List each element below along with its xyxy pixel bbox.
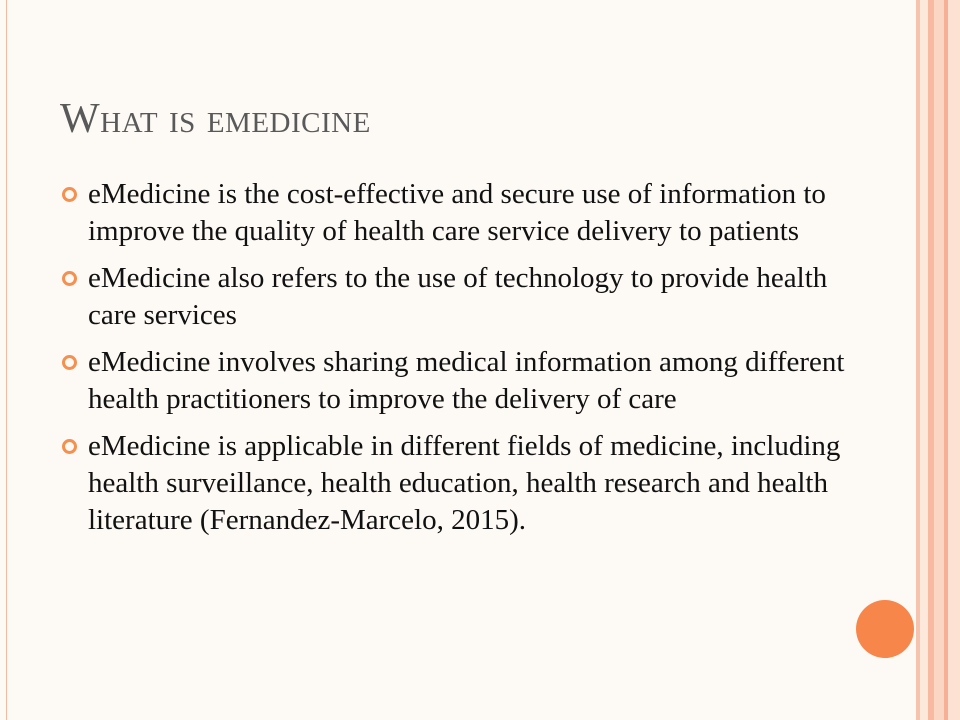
bullet-text: eMedicine involves sharing medical information among different health practitioners to improve the delivery of care	[88, 346, 845, 415]
decorative-right-stripes	[916, 0, 960, 720]
left-border-line	[6, 0, 7, 720]
bullet-text: eMedicine is applicable in different fields of medicine, including health surveillance, health education, health research and health literature (Fernandez-Marcelo, 2015).	[88, 430, 841, 536]
ring-bullet-icon	[62, 355, 77, 370]
decorative-orange-circle	[856, 600, 914, 658]
stripe	[948, 0, 960, 720]
stripe	[920, 0, 928, 720]
bullet-item	[60, 344, 860, 418]
bullet-list	[60, 176, 860, 549]
ring-bullet-icon	[62, 187, 77, 202]
bullet-item	[60, 260, 860, 334]
bullet-text: eMedicine is the cost-effective and secure use of information to improve the quality of health care service delivery to patients	[88, 178, 826, 247]
stripe	[934, 0, 944, 720]
slide-title: What is emedicine	[60, 96, 371, 142]
bullet-text: eMedicine also refers to the use of technology to provide health care services	[88, 262, 828, 331]
bullet-item	[60, 428, 860, 539]
ring-bullet-icon	[62, 439, 77, 454]
bullet-item	[60, 176, 860, 250]
ring-bullet-icon	[62, 271, 77, 286]
